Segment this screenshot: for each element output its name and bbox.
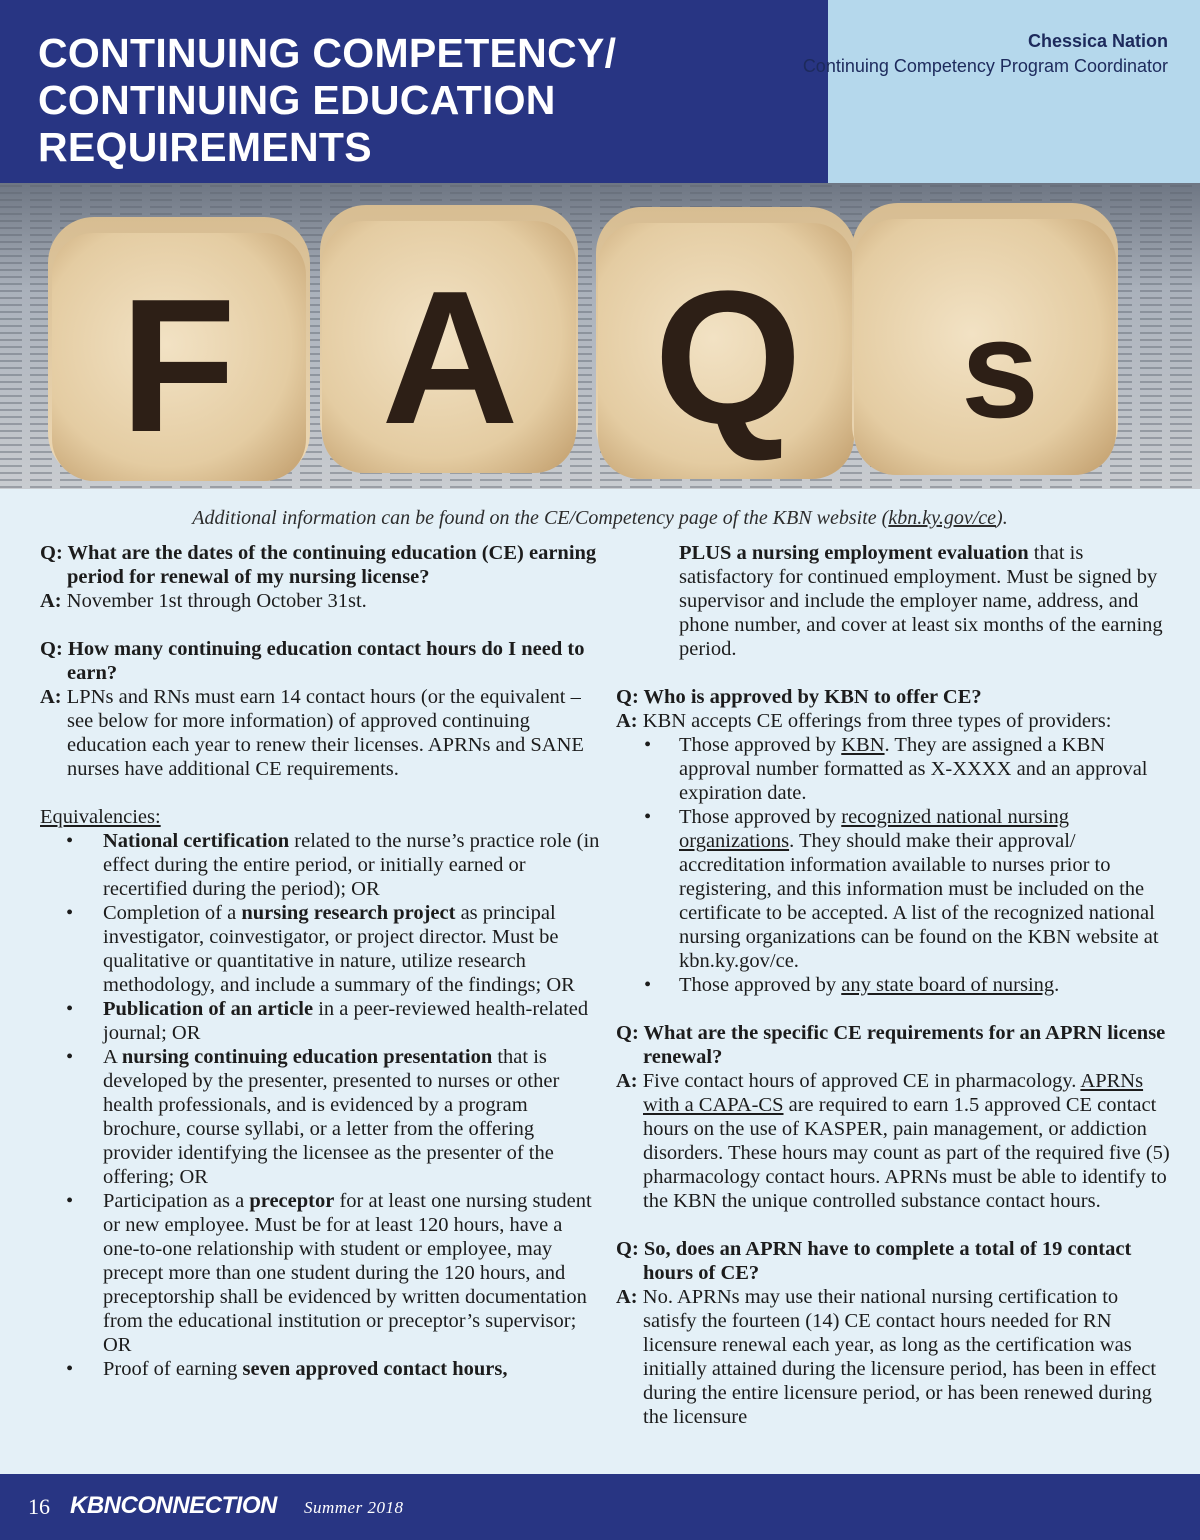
die-letter-a: A	[381, 252, 519, 464]
question-text: How many continuing education contact hours do I need to earn?	[67, 638, 585, 684]
faqs-dice-photo	[0, 183, 1200, 489]
item-pre: Those approved by	[679, 974, 842, 996]
item-bold: preceptor	[249, 1190, 335, 1212]
list-item	[40, 1357, 600, 1381]
header-title-panel	[0, 0, 828, 183]
answer-text: LPNs and RNs must earn 14 contact hours (or the equivalent – see below for more information) of approved continuing education each year to renew their licenses. APRNs and SANE nurses have additional CE requirements.	[66, 686, 584, 780]
question	[616, 1021, 1176, 1069]
kbn-ce-link[interactable]: kbn.ky.gov/ce	[888, 507, 997, 529]
author-name: Chessica Nation	[1027, 31, 1168, 51]
question-text: What are the dates of the continuing education (CE) earning period for renewal of my nursing license?	[67, 542, 597, 588]
list-item	[40, 901, 600, 997]
item-text: in a peer-reviewed health-related journal; OR	[103, 998, 589, 1044]
kbn-link[interactable]: KBN	[841, 734, 885, 756]
providers-list	[616, 733, 1176, 997]
title-line-1: CONTINUING COMPETENCY/	[38, 30, 617, 76]
q-label: Q:	[40, 542, 63, 564]
item-text: . They should make their approval/ accreditation information available to nurses prior to registering, and this information must be included on the certificate to be accepted. A list of the recognized national nursing organizations can be found on the KBN website at kbn.ky.gov/ce.	[679, 830, 1159, 972]
intro-note	[0, 507, 1200, 530]
capa-cs-link[interactable]: APRNs with a CAPA-CS	[643, 1070, 1144, 1116]
author-title: Continuing Competency Program Coordinator	[802, 56, 1168, 76]
answer	[616, 709, 1176, 733]
a-label: A:	[616, 710, 638, 732]
title-line-2: CONTINUING EDUCATION	[38, 77, 556, 123]
answer	[616, 1069, 1176, 1213]
question	[40, 541, 600, 589]
answer-text-continued: are required to earn 1.5 approved CE contact hours on the use of KASPER, pain management, or addiction disorders. These hours may count as part of the required five (5) pharmacology contact hours. APRNs must be able to identify to the KBN the unique controlled substance contact hours.	[643, 1094, 1170, 1212]
a-label: A:	[40, 686, 62, 708]
answer	[40, 685, 600, 781]
q-label: Q:	[616, 1022, 639, 1044]
page-number: 16	[28, 1494, 50, 1519]
item-pre: Completion of a	[103, 902, 242, 924]
list-item	[40, 997, 600, 1045]
title-line-3: REQUIREMENTS	[38, 124, 372, 170]
item-text: that is developed by the presenter, presented to nurses or other health professionals, and is evidenced by a program brochure, course syllabi, or a letter from the offering provider identifying the licensee as the presenter of the offering; OR	[103, 1046, 560, 1188]
intro-text-after: ).	[996, 507, 1008, 529]
question	[40, 637, 600, 685]
intro-text-before: Additional information can be found on the CE/Competency page of the KBN website (	[192, 507, 889, 529]
item-pre: Proof of earning	[103, 1358, 243, 1380]
die-f	[48, 217, 310, 481]
page-title	[38, 30, 616, 171]
publication-logo: KBNCONNECTION	[70, 1492, 277, 1519]
faq-dates	[40, 541, 600, 613]
item-text: as principal investigator, coinvestigator, or project director. Must be qualitative or quantitative in nature, utilize research methodology, and include a summary of the findings; OR	[103, 902, 575, 996]
list-item	[40, 829, 600, 901]
answer-text: Five contact hours of approved CE in pharmacology.	[642, 1070, 1077, 1092]
question-text: Who is approved by KBN to offer CE?	[643, 686, 982, 708]
faq-hours	[40, 637, 600, 781]
question-text: So, does an APRN have to complete a total of 19 contact hours of CE?	[643, 1238, 1132, 1284]
q-label: Q:	[616, 686, 639, 708]
q-label: Q:	[616, 1238, 639, 1260]
die-letter-f: F	[119, 260, 237, 472]
list-item	[40, 1045, 600, 1189]
faq-providers	[616, 685, 1176, 997]
author-panel	[802, 0, 1200, 183]
answer	[616, 1285, 1176, 1429]
item-bold: PLUS a nursing employment evaluation	[679, 542, 1029, 564]
page-footer	[0, 1474, 1200, 1540]
die-letter-q: Q	[654, 252, 802, 464]
item-text: that is satisfactory for continued employment. Must be signed by supervisor and include the employer name, address, and phone number, and cover at least six months of the earning period.	[679, 542, 1163, 660]
equivalencies-list	[40, 829, 600, 1381]
national-orgs-link[interactable]: recognized national nursing organizations	[679, 806, 1069, 852]
list-item	[616, 733, 1176, 805]
item-pre: A	[103, 1046, 122, 1068]
equivalency-continuation	[616, 541, 1176, 661]
right-column	[616, 541, 1176, 1453]
item-bold: National certification	[103, 830, 290, 852]
item-pre: Those approved by	[679, 734, 842, 756]
a-label: A:	[40, 590, 62, 612]
item-bold: nursing continuing education presentation	[121, 1046, 493, 1068]
state-boards-link[interactable]: any state board of nursing	[841, 974, 1055, 996]
item-pre: Participation as a	[103, 1190, 250, 1212]
question	[616, 1237, 1176, 1285]
faq-aprn-total	[616, 1237, 1176, 1429]
question	[616, 685, 1176, 709]
die-s	[852, 203, 1118, 475]
item-bold: seven approved contact hours,	[242, 1358, 508, 1380]
item-bold: nursing research project	[241, 902, 456, 924]
item-text: related to the nurse’s practice role (in effect during the entire period, or initially earned or recertified during the period); OR	[103, 830, 600, 900]
answer-text: KBN accepts CE offerings from three types of providers:	[642, 710, 1112, 732]
item-bold: Publication of an article	[103, 998, 314, 1020]
issue-date: Summer 2018	[304, 1498, 404, 1517]
a-label: A:	[616, 1286, 638, 1308]
left-column	[40, 541, 600, 1381]
item-text: .	[1054, 974, 1060, 996]
item-text: for at least one nursing student or new employee. Must be for at least 120 hours, have a one-to-one relationship with student or employee, may precept more than one student during the 120 hours, and preceptorship shall be evidenced by written documentation from the educational institution or preceptor’s supervisor; OR	[103, 1190, 592, 1356]
q-label: Q:	[40, 638, 63, 660]
a-label: A:	[616, 1070, 638, 1092]
question-text: What are the specific CE requirements for an APRN license renewal?	[643, 1022, 1166, 1068]
list-item	[40, 1189, 600, 1357]
list-item	[616, 805, 1176, 973]
answer	[40, 589, 600, 613]
answer-text: No. APRNs may use their national nursing certification to satisfy the fourteen (14) CE contact hours needed for RN licensure renewal each year, as long as the certification was initially attained during the licensure period, has been in effect during the entire licensure period, or has been renewed during the licensure	[642, 1286, 1157, 1428]
die-q	[596, 207, 856, 479]
equivalencies-heading: Equivalencies:	[40, 806, 161, 828]
die-a	[320, 205, 578, 473]
item-pre: Those approved by	[679, 806, 842, 828]
faq-aprn-requirements	[616, 1021, 1176, 1213]
item-text: . They are assigned a KBN approval number formatted as X-XXXX and an approval expiration date.	[679, 734, 1148, 804]
list-item	[616, 973, 1176, 997]
answer-text: November 1st through October 31st.	[66, 590, 367, 612]
die-letter-s: s	[961, 290, 1039, 447]
